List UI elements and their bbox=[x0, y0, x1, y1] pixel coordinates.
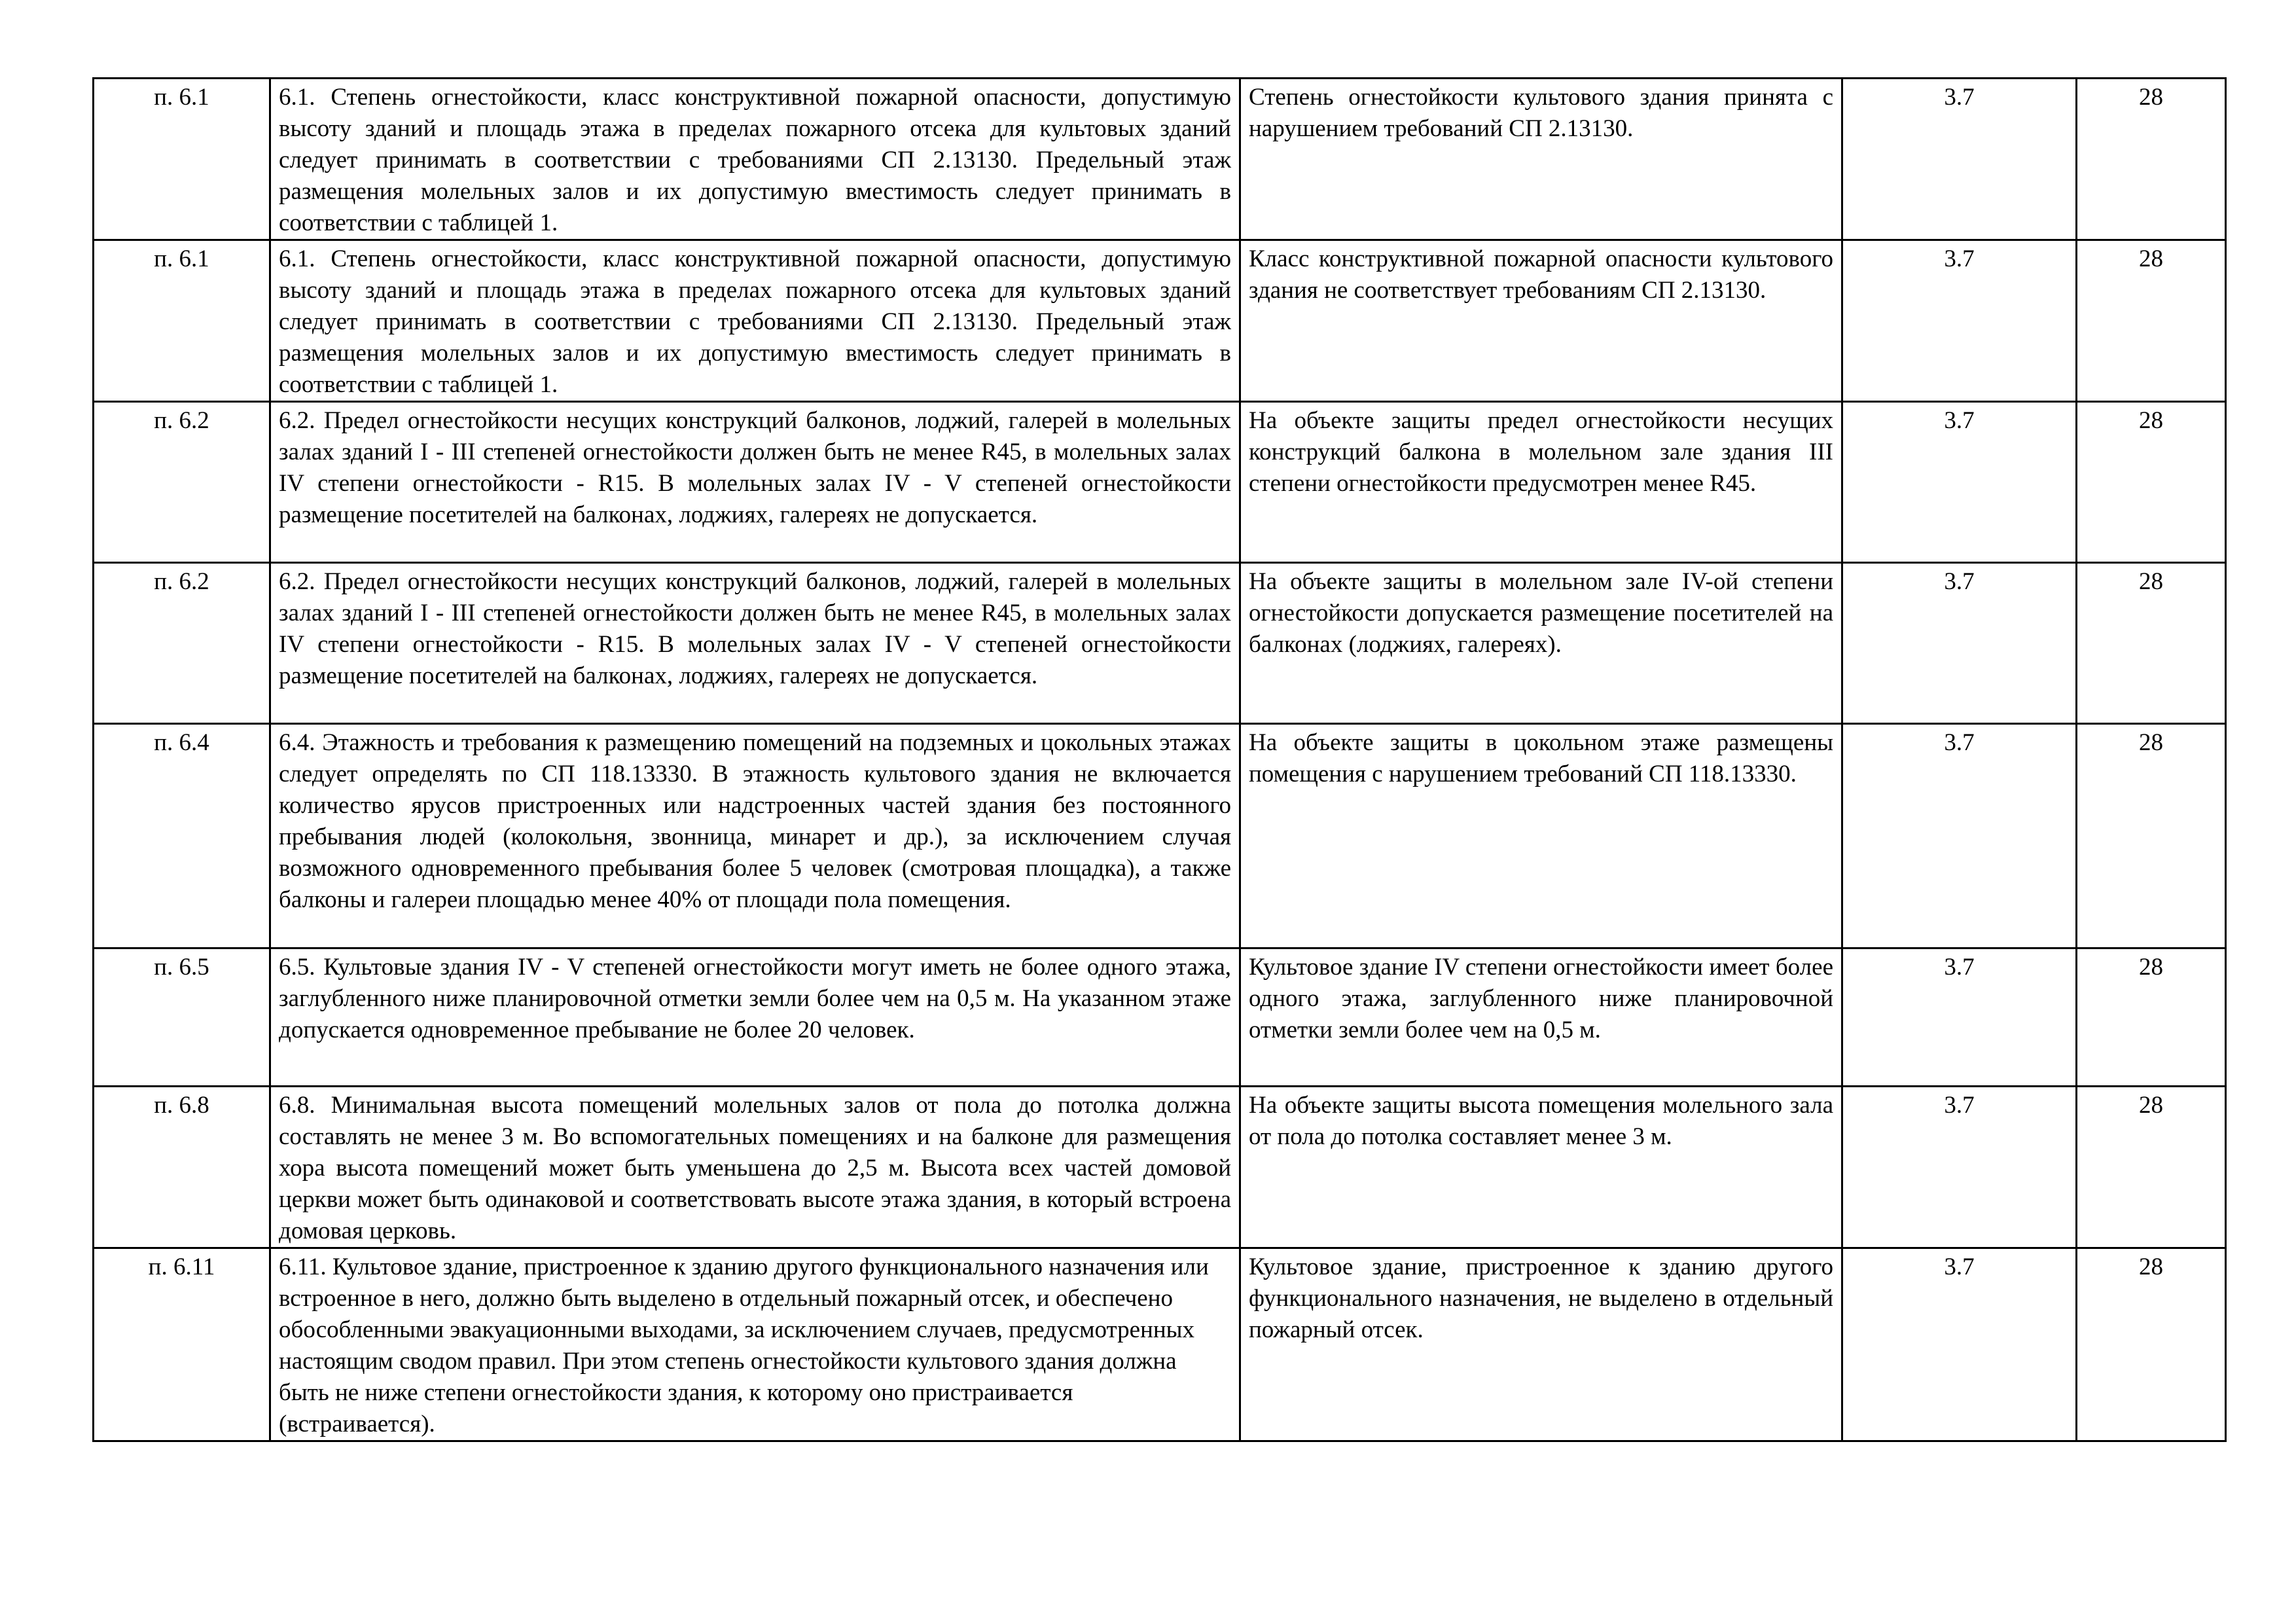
violation-text: Культовое здание IV степени огнестойкости имеет более одного этажа, заглубленного ниже планировочной отметки земли более чем на 0,5 м. bbox=[1240, 948, 1842, 1087]
violation-text: На объекте защиты предел огнестойкости несущих конструкций балкона в молельном зале здания III степени огнестойкости предусмотрен менее R45. bbox=[1240, 402, 1842, 563]
item-number: 28 bbox=[2077, 79, 2226, 240]
item-number: 28 bbox=[2077, 1087, 2226, 1248]
item-number: 28 bbox=[2077, 1248, 2226, 1441]
violation-text: На объекте защиты в цокольном этаже размещены помещения с нарушением требований СП 118.13330. bbox=[1240, 724, 1842, 948]
requirement-text: 6.1. Степень огнестойкости, класс конструктивной пожарной опасности, допустимую высоту зданий и площадь этажа в пределах пожарного отсека для культовых зданий следует принимать в соответствии с требованиями СП 2.13130. Предельный этаж размещения молельных залов и их допустимую вместимость следует принимать в соответствии с таблицей 1. bbox=[270, 79, 1240, 240]
violation-text: На объекте защиты высота помещения молельного зала от пола до потолка составляет менее 3 м. bbox=[1240, 1087, 1842, 1248]
table-row bbox=[94, 240, 2226, 402]
table-row bbox=[94, 724, 2226, 948]
item-number: 28 bbox=[2077, 402, 2226, 563]
table-row bbox=[94, 402, 2226, 563]
item-number: 28 bbox=[2077, 240, 2226, 402]
clause-ref: п. 6.2 bbox=[94, 402, 270, 563]
article-code: 3.7 bbox=[1842, 724, 2077, 948]
requirement-text: 6.8. Минимальная высота помещений молельных залов от пола до потолка должна составлять не менее 3 м. Во вспомогательных помещениях и на балконе для размещения хора высота помещений может быть уменьшена до 2,5 м. Высота всех частей домовой церкви может быть одинаковой и соответствовать высоте этажа здания, в который встроена домовая церковь. bbox=[270, 1087, 1240, 1248]
article-code: 3.7 bbox=[1842, 240, 2077, 402]
clause-ref: п. 6.1 bbox=[94, 240, 270, 402]
clause-ref: п. 6.2 bbox=[94, 563, 270, 724]
clause-ref: п. 6.4 bbox=[94, 724, 270, 948]
requirement-text: 6.2. Предел огнестойкости несущих конструкций балконов, лоджий, галерей в молельных залах зданий I - III степеней огнестойкости должен быть не менее R45, в молельных залах IV степени огнестойкости - R15. В молельных залах IV - V степеней огнестойкости размещение посетителей на балконах, лоджиях, галереях не допускается. bbox=[270, 402, 1240, 563]
item-number: 28 bbox=[2077, 724, 2226, 948]
requirement-text: 6.5. Культовые здания IV - V степеней огнестойкости могут иметь не более одного этажа, заглубленного ниже планировочной отметки земли более чем на 0,5 м. На указанном этаже допускается одновременное пребывание не более 20 человек. bbox=[270, 948, 1240, 1087]
requirements-table bbox=[92, 77, 2227, 1442]
article-code: 3.7 bbox=[1842, 1087, 2077, 1248]
article-code: 3.7 bbox=[1842, 948, 2077, 1087]
clause-ref: п. 6.5 bbox=[94, 948, 270, 1087]
clause-ref: п. 6.1 bbox=[94, 79, 270, 240]
violation-text: Класс конструктивной пожарной опасности культового здания не соответствует требованиям СП 2.13130. bbox=[1240, 240, 1842, 402]
requirement-text: 6.1. Степень огнестойкости, класс конструктивной пожарной опасности, допустимую высоту зданий и площадь этажа в пределах пожарного отсека для культовых зданий следует принимать в соответствии с требованиями СП 2.13130. Предельный этаж размещения молельных залов и их допустимую вместимость следует принимать в соответствии с таблицей 1. bbox=[270, 240, 1240, 402]
violation-text: Культовое здание, пристроенное к зданию другого функционального назначения, не выделено в отдельный пожарный отсек. bbox=[1240, 1248, 1842, 1441]
requirement-text: 6.4. Этажность и требования к размещению помещений на подземных и цокольных этажах следует определять по СП 118.13330. В этажность культового здания не включается количество ярусов пристроенных или надстроенных частей здания без постоянного пребывания людей (колокольня, звонница, минарет и др.), за исключением случая возможного одновременного пребывания более 5 человек (смотровая площадка), а также балконы и галереи площадью менее 40% от площади пола помещения. bbox=[270, 724, 1240, 948]
table-row bbox=[94, 948, 2226, 1087]
item-number: 28 bbox=[2077, 563, 2226, 724]
table-row bbox=[94, 79, 2226, 240]
clause-ref: п. 6.8 bbox=[94, 1087, 270, 1248]
article-code: 3.7 bbox=[1842, 402, 2077, 563]
violation-text: На объекте защиты в молельном зале IV-ой степени огнестойкости допускается размещение посетителей на балконах (лоджиях, галереях). bbox=[1240, 563, 1842, 724]
table-row bbox=[94, 1087, 2226, 1248]
table-row bbox=[94, 1248, 2226, 1441]
requirement-text: 6.11. Культовое здание, пристроенное к зданию другого функционального назначения или встроенное в него, должно быть выделено в отдельный пожарный отсек, и обеспечено обособленными эвакуационными выходами, за исключением случаев, предусмотренных настоящим сводом правил. При этом степень огнестойкости культового здания должна быть не ниже степени огнестойкости здания, к которому оно пристраивается (встраивается). bbox=[270, 1248, 1240, 1441]
item-number: 28 bbox=[2077, 948, 2226, 1087]
clause-ref: п. 6.11 bbox=[94, 1248, 270, 1441]
article-code: 3.7 bbox=[1842, 1248, 2077, 1441]
article-code: 3.7 bbox=[1842, 79, 2077, 240]
requirement-text: 6.2. Предел огнестойкости несущих конструкций балконов, лоджий, галерей в молельных залах зданий I - III степеней огнестойкости должен быть не менее R45, в молельных залах IV степени огнестойкости - R15. В молельных залах IV - V степеней огнестойкости размещение посетителей на балконах, лоджиях, галереях не допускается. bbox=[270, 563, 1240, 724]
violation-text: Степень огнестойкости культового здания принята с нарушением требований СП 2.13130. bbox=[1240, 79, 1842, 240]
table-row bbox=[94, 563, 2226, 724]
article-code: 3.7 bbox=[1842, 563, 2077, 724]
